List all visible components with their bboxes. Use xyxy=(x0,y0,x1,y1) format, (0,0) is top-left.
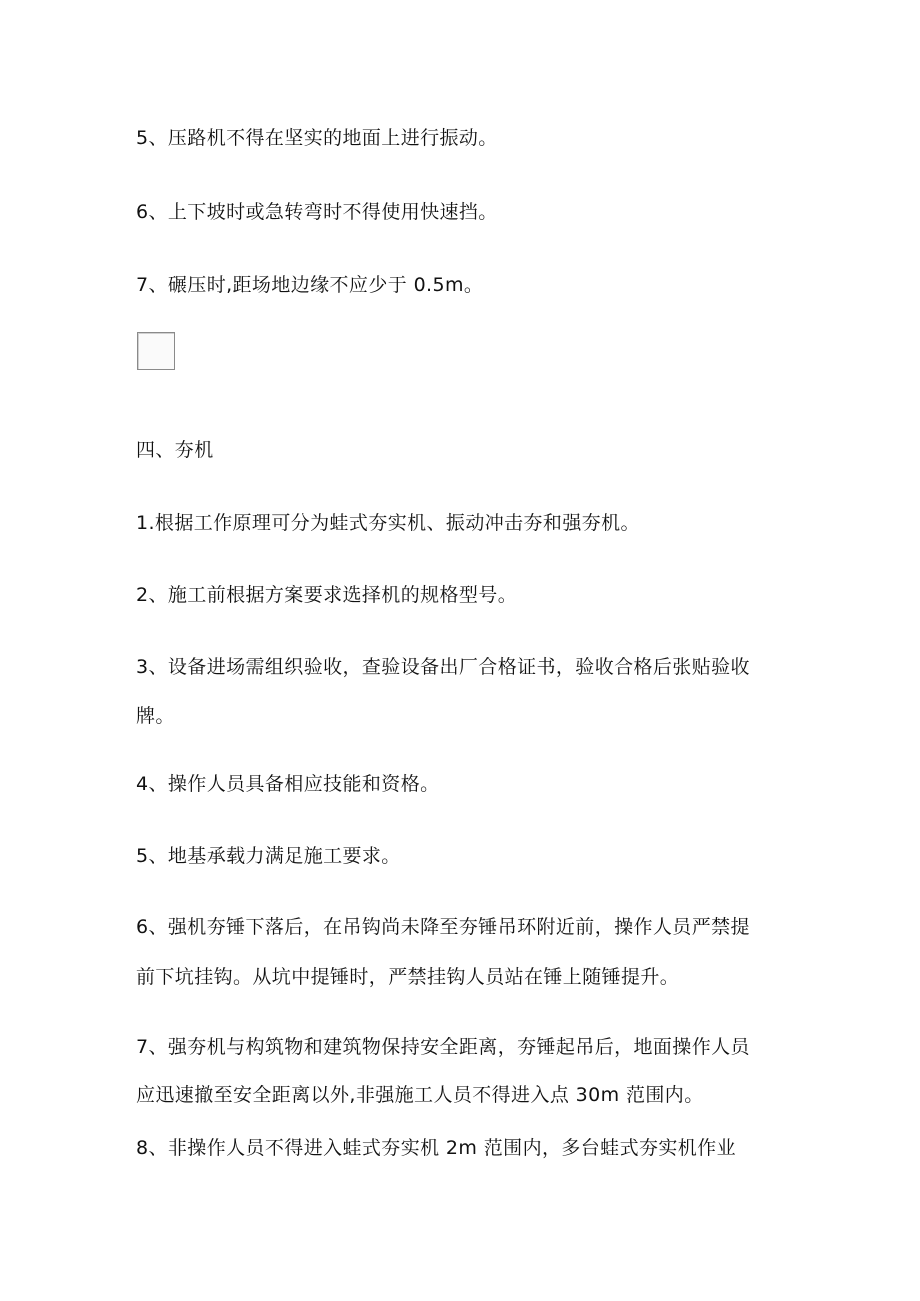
paragraph-item-3-line-2: 牌。 xyxy=(136,705,175,727)
section-heading: 四、夯机 xyxy=(136,439,214,461)
paragraph-item-1: 1.根据工作原理可分为蛙式夯实机、振动冲击夯和强夯机。 xyxy=(136,512,640,534)
paragraph-item-6-line-2: 前下坑挂钩。从坑中提锤时，严禁挂钩人员站在锤上随锤提升。 xyxy=(136,966,680,988)
paragraph-item-6-slope: 6、上下坡时或急转弯时不得使用快速挡。 xyxy=(136,201,498,223)
paragraph-item-4: 4、操作人员具备相应技能和资格。 xyxy=(136,773,440,795)
paragraph-item-7-edge: 7、碾压时,距场地边缘不应少于 0.5m。 xyxy=(136,274,484,296)
image-placeholder-icon xyxy=(137,332,175,370)
paragraph-item-5-roller: 5、压路机不得在坚实的地面上进行振动。 xyxy=(136,127,498,149)
paragraph-item-7-line-2: 应迅速撤至安全距离以外,非强施工人员不得进入点 30m 范围内。 xyxy=(136,1084,704,1106)
paragraph-item-7-line-1: 7、强夯机与构筑物和建筑物保持安全距离，夯锤起吊后，地面操作人员 xyxy=(136,1036,750,1058)
paragraph-item-8-line-1: 8、非操作人员不得进入蛙式夯实机 2m 范围内，多台蛙式夯实机作业 xyxy=(136,1137,736,1159)
paragraph-item-2: 2、施工前根据方案要求选择机的规格型号。 xyxy=(136,584,518,606)
paragraph-item-3-line-1: 3、设备进场需组织验收，查验设备出厂合格证书，验收合格后张贴验收 xyxy=(136,656,750,678)
paragraph-item-5: 5、地基承载力满足施工要求。 xyxy=(136,845,401,867)
paragraph-item-6-line-1: 6、强机夯锤下落后，在吊钩尚未降至夯锤吊环附近前，操作人员严禁提 xyxy=(136,916,750,938)
